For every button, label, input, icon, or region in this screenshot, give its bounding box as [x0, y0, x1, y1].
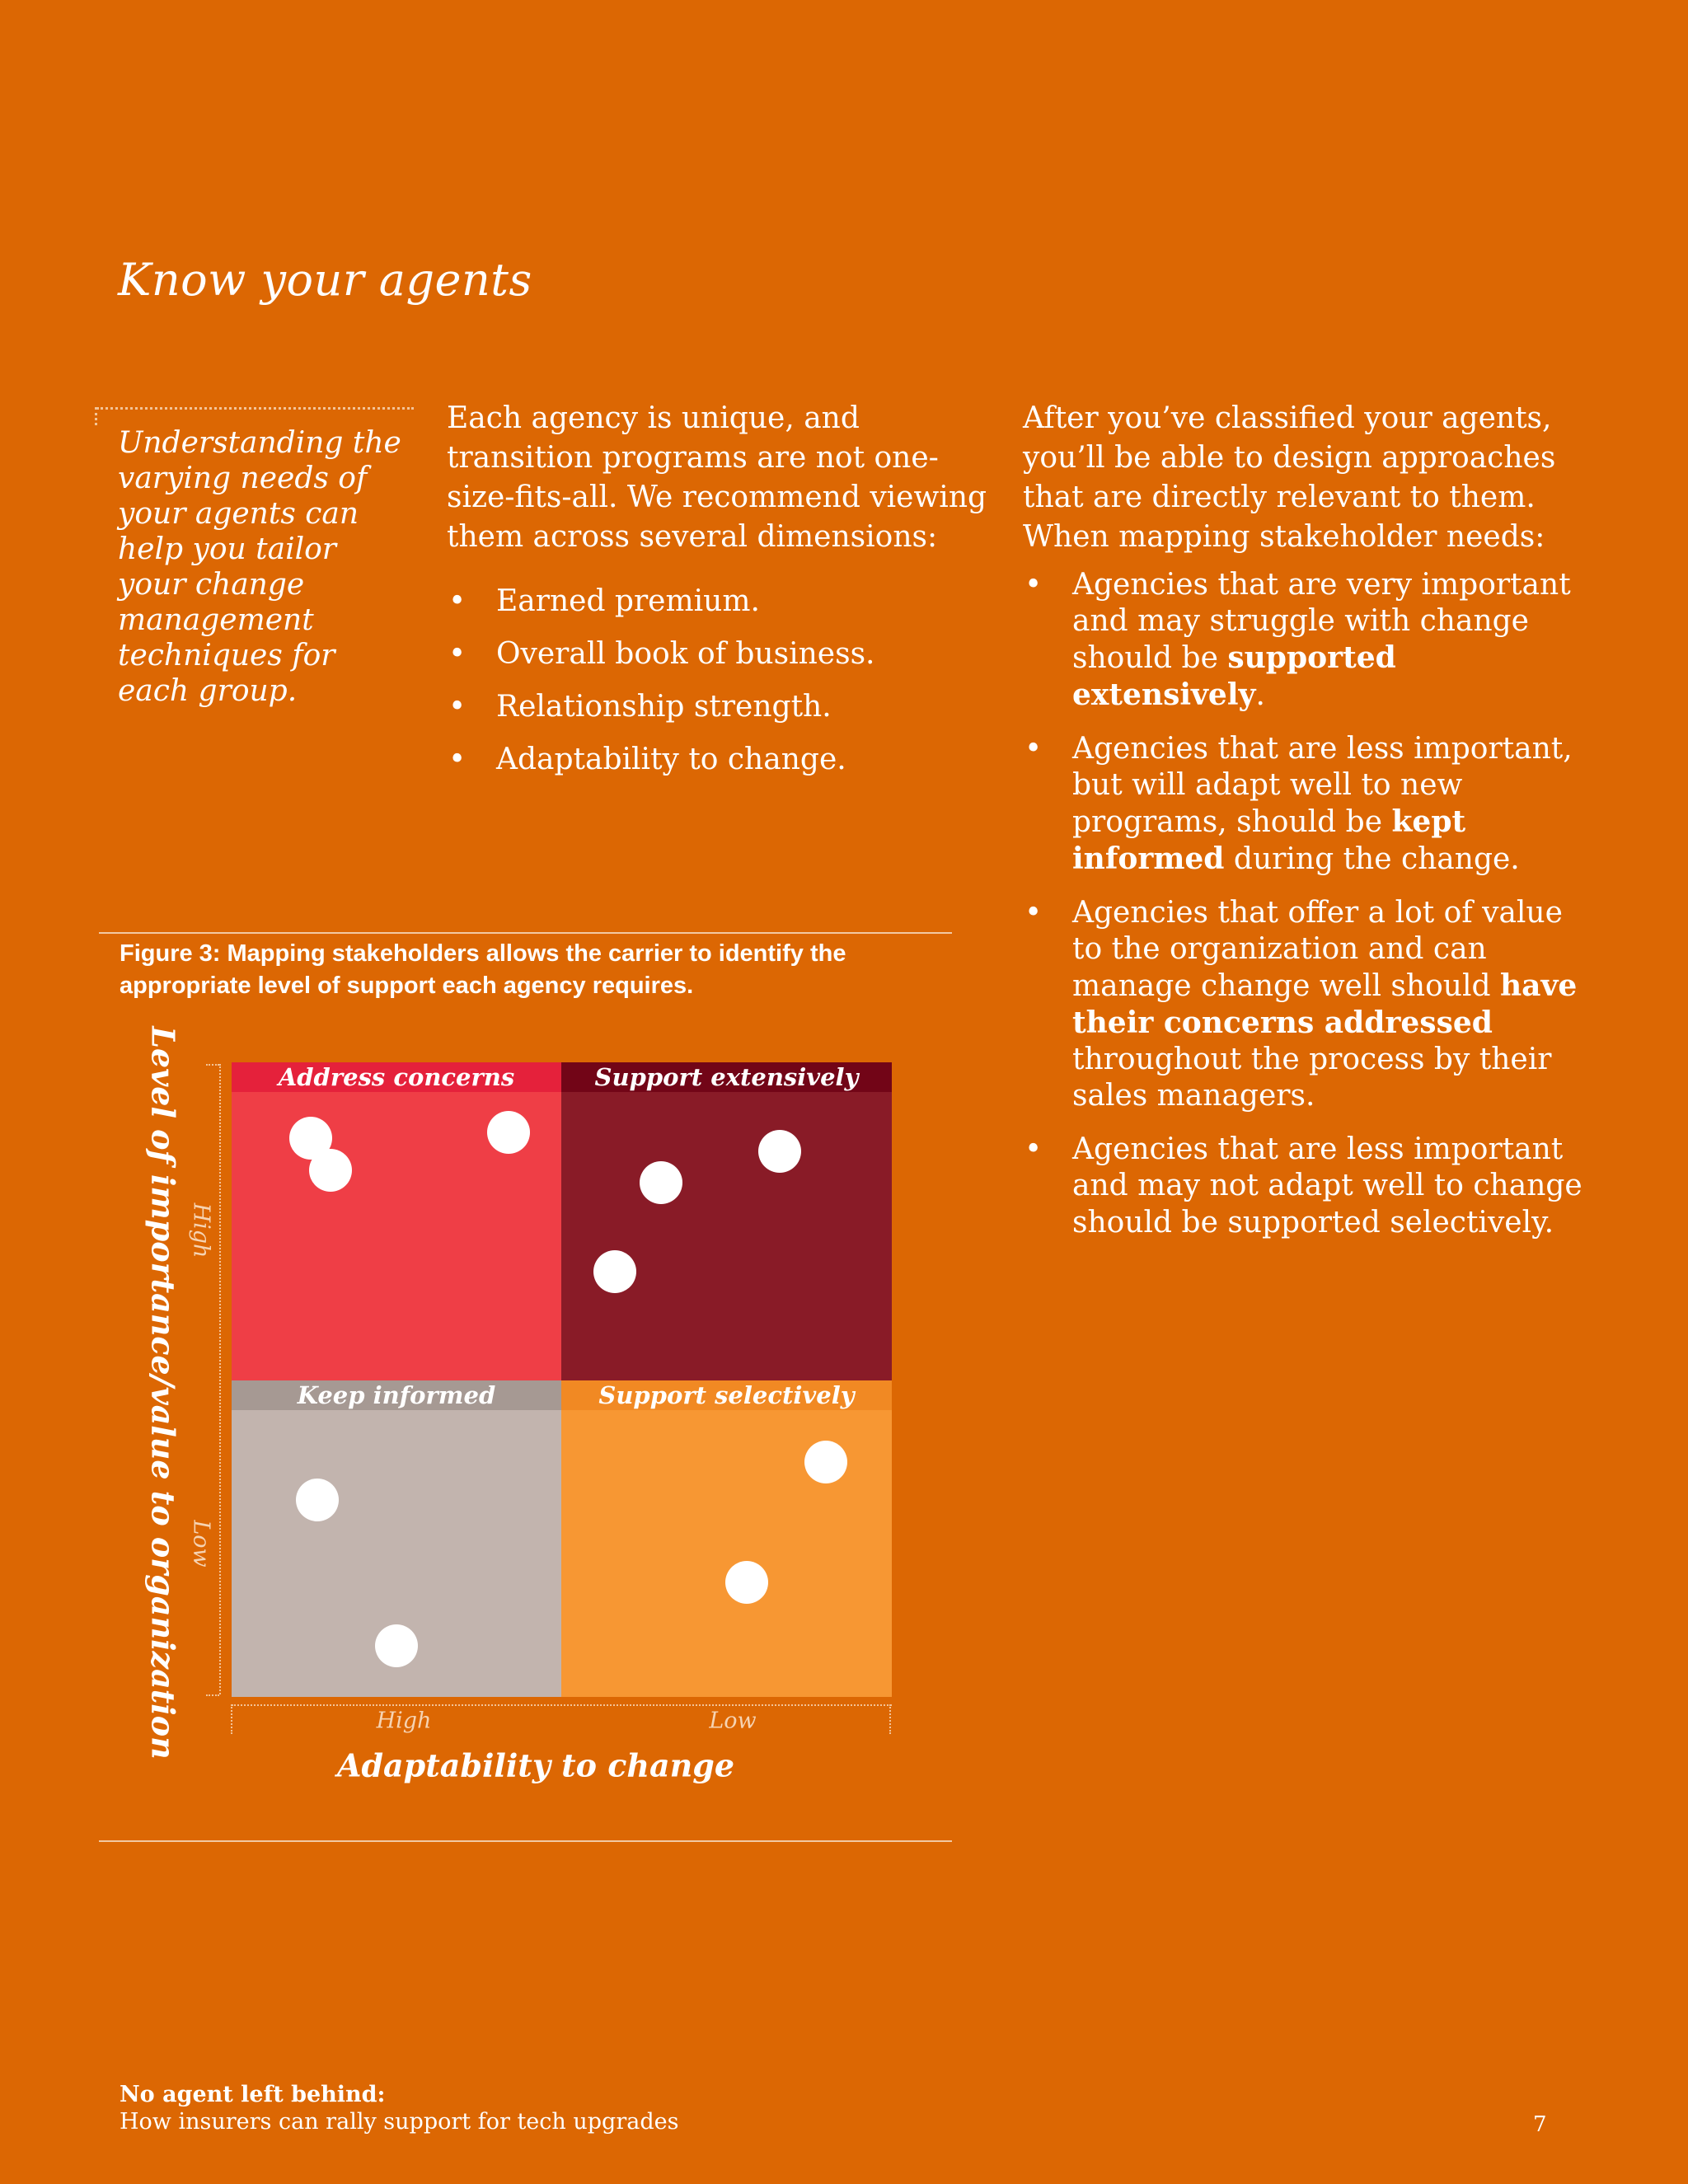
x-axis-line: [232, 1704, 892, 1706]
list-item: • Relationship strength.: [447, 681, 999, 733]
agency-point: [758, 1130, 801, 1173]
list-item: • Agencies that are less important and may not adapt well to change should be supported selectively.: [1025, 1132, 1582, 1240]
y-axis-tick: [206, 1694, 219, 1696]
x-tick-label-low: Low: [709, 1708, 757, 1734]
bullet-icon: •: [1025, 1132, 1043, 1166]
column-1-intro: Each agency is unique, and transition programs are not one-size-fits-all. We recommend viewing them across several dimensions:: [447, 401, 987, 554]
agency-point: [640, 1161, 682, 1204]
x-axis-tick: [231, 1704, 232, 1734]
y-tick-label-low: Low: [188, 1520, 214, 1568]
pullquote-rule: [96, 407, 414, 410]
list-item: • Agencies that are less important, but will adapt well to new programs, should be kept informed during the change.: [1025, 732, 1573, 876]
footer-subtitle: How insurers can rally support for tech upgrades: [120, 2109, 679, 2135]
agency-point: [593, 1250, 636, 1293]
agency-point: [487, 1111, 530, 1154]
figure-bottom-rule: [99, 1840, 952, 1842]
column-2: [1023, 399, 1583, 1258]
figure-top-rule: [99, 932, 952, 934]
quadrant-address-concerns: [232, 1062, 561, 1380]
x-axis-tick: [889, 1704, 891, 1734]
column-1: [447, 399, 999, 786]
figure-caption: Figure 3: Mapping stakeholders allows the carrier to identify the appropriate level of support each agency requires.: [120, 940, 846, 999]
y-axis-title: Level of importance/value to organization: [144, 1026, 182, 1760]
list-item: • Overall book of business.: [447, 628, 999, 681]
list-item: • Agencies that offer a lot of value to the organization and can manage change well should have their concerns addressed throughout the process by their sales managers.: [1025, 896, 1578, 1113]
list-item: • Earned premium.: [447, 575, 999, 628]
dimension-list: [447, 575, 999, 786]
x-axis-title: Adaptability to change: [336, 1746, 735, 1784]
pullquote-rule-tick: [95, 407, 97, 425]
quadrant-label: Address concerns: [232, 1062, 561, 1092]
list-item: • Adaptability to change.: [447, 733, 999, 786]
list-item: • Agencies that are very important and may struggle with change should be supported extensively.: [1025, 568, 1571, 712]
bullet-icon: •: [448, 637, 467, 671]
page-number: 7: [1533, 2112, 1547, 2137]
x-tick-label-high: High: [376, 1708, 432, 1734]
bullet-icon: •: [1025, 732, 1043, 766]
page-title: Know your agents: [118, 254, 532, 306]
stakeholder-list: [1023, 567, 1583, 1241]
quadrant-support-extensively: [561, 1062, 892, 1380]
bullet-icon: •: [448, 584, 467, 618]
stakeholder-matrix: [232, 1062, 892, 1697]
quadrant-label: Support extensively: [561, 1062, 892, 1092]
y-axis-line: [219, 1064, 221, 1694]
agency-point: [804, 1441, 847, 1483]
y-axis-tick: [206, 1064, 219, 1066]
agency-point: [725, 1561, 768, 1604]
column-2-intro: After you’ve classified your agents, you’ll be able to design approaches that are directly relevant to them. When mapping stakeholder needs:: [1023, 401, 1556, 554]
agency-point: [309, 1149, 352, 1192]
bullet-icon: •: [1025, 896, 1043, 930]
bullet-icon: •: [448, 690, 467, 724]
bullet-icon: •: [1025, 568, 1043, 602]
quadrant-label: Support selectively: [561, 1380, 892, 1410]
pullquote: Understanding the varying needs of your agents can help you tailor your change management techniques for each group.: [118, 426, 401, 708]
footer-title: No agent left behind:: [120, 2082, 386, 2107]
quadrant-label: Keep informed: [232, 1380, 561, 1410]
quadrant-support-selectively: [561, 1380, 892, 1697]
bullet-icon: •: [448, 743, 467, 776]
y-tick-label-high: High: [188, 1202, 214, 1258]
